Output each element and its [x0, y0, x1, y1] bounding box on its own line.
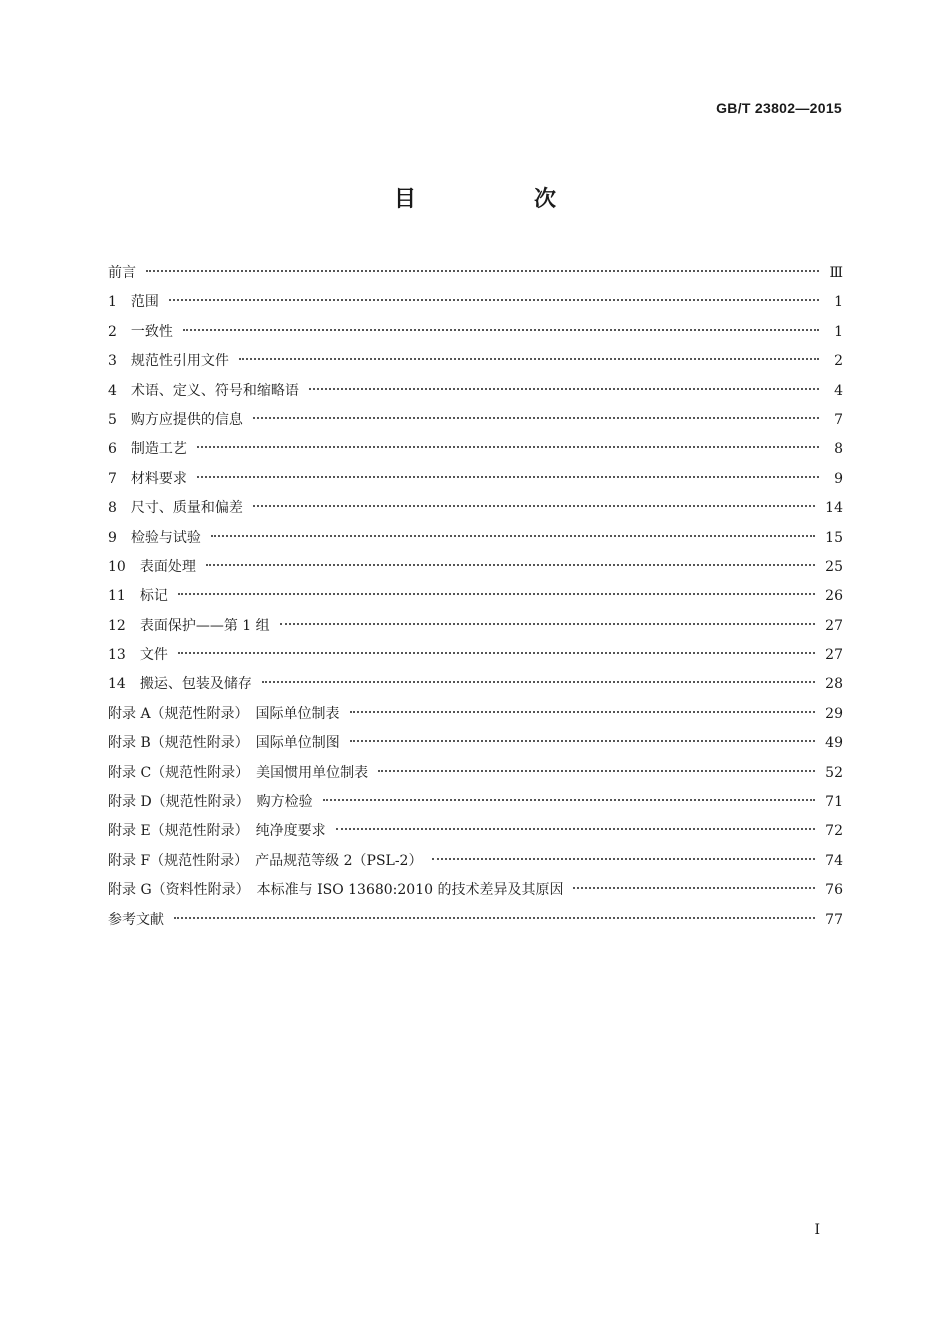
toc-entry[interactable]	[108, 757, 843, 786]
toc-dot-leader	[323, 783, 815, 801]
toc-entry[interactable]	[108, 551, 843, 580]
table-of-contents	[108, 257, 843, 933]
toc-entry-label: 附录 F（规范性附录） 产品规范等级 2（PSL-2）	[108, 852, 423, 869]
toc-entry-label: 13 文件	[108, 647, 168, 664]
toc-entry-label: 附录 B（规范性附录） 国际单位制图	[108, 735, 340, 752]
toc-entry-page: 52	[825, 764, 843, 781]
toc-entry[interactable]	[108, 345, 843, 374]
toc-entry[interactable]	[108, 610, 843, 639]
toc-entry-label: 附录 A（规范性附录） 国际单位制表	[108, 705, 340, 722]
toc-entry-page: 49	[825, 735, 843, 752]
toc-entry-label: 14 搬运、包装及储存	[108, 676, 252, 693]
toc-dot-leader	[262, 665, 815, 683]
toc-entry-label: 前言	[108, 265, 136, 281]
toc-dot-leader	[197, 460, 819, 478]
toc-entry[interactable]	[108, 433, 843, 462]
toc-entry[interactable]	[108, 375, 843, 404]
toc-dot-leader	[253, 401, 819, 419]
toc-entry[interactable]	[108, 727, 843, 756]
toc-dot-leader	[280, 607, 816, 625]
toc-entry-page: 14	[825, 500, 843, 517]
toc-entry-page: 29	[825, 705, 843, 722]
toc-entry-page: 2	[834, 353, 843, 370]
toc-entry[interactable]	[108, 316, 843, 345]
toc-entry-label: 12 表面保护——第 1 组	[108, 617, 270, 634]
toc-dot-leader	[378, 754, 815, 772]
toc-entry[interactable]	[108, 668, 843, 697]
toc-entry-page: 1	[834, 294, 843, 311]
toc-entry-label: 3 规范性引用文件	[108, 353, 229, 370]
toc-dot-leader	[174, 901, 815, 919]
page-title: 目 次	[393, 187, 604, 212]
toc-entry-label: 8 尺寸、质量和偏差	[108, 500, 243, 517]
toc-dot-leader	[178, 577, 815, 595]
toc-entry-page: 28	[825, 676, 843, 693]
toc-entry-label: 2 一致性	[108, 323, 173, 340]
toc-entry-page: 72	[825, 823, 843, 840]
toc-entry[interactable]	[108, 698, 843, 727]
toc-entry[interactable]	[108, 845, 843, 874]
toc-entry-label: 9 检验与试验	[108, 529, 201, 546]
toc-entry-page: 1	[834, 323, 843, 340]
toc-dot-leader	[197, 430, 819, 448]
toc-entry[interactable]	[108, 404, 843, 433]
toc-entry-label: 附录 E（规范性附录） 纯净度要求	[108, 823, 326, 840]
toc-dot-leader	[336, 812, 816, 830]
toc-entry-label: 10 表面处理	[108, 558, 196, 575]
toc-entry-page: 76	[825, 882, 843, 899]
toc-entry-label: 4 术语、定义、符号和缩略语	[108, 382, 299, 399]
toc-entry-page: 8	[834, 441, 843, 458]
toc-entry[interactable]	[108, 522, 843, 551]
toc-entry[interactable]	[108, 874, 843, 903]
toc-entry-page: 27	[825, 647, 843, 664]
toc-entry-page: 74	[825, 852, 843, 869]
standard-code: GB/T 23802—2015	[716, 100, 842, 116]
toc-dot-leader	[211, 519, 815, 537]
page-number: I	[814, 1222, 820, 1238]
toc-entry-page: 77	[825, 911, 843, 928]
toc-entry[interactable]	[108, 786, 843, 815]
toc-entry-label: 6 制造工艺	[108, 441, 187, 458]
toc-entry-label: 附录 D（规范性附录） 购方检验	[108, 794, 313, 811]
toc-entry-label: 7 材料要求	[108, 470, 187, 487]
toc-entry-label: 5 购方应提供的信息	[108, 411, 243, 428]
toc-entry-page: 27	[825, 617, 843, 634]
toc-dot-leader	[206, 548, 815, 566]
toc-dot-leader	[350, 695, 816, 713]
toc-entry[interactable]	[108, 492, 843, 521]
toc-entry-page: 26	[825, 588, 843, 605]
toc-entry-label: 1 范围	[108, 294, 159, 311]
toc-entry-page: 7	[834, 411, 843, 428]
toc-entry-page: 25	[825, 558, 843, 575]
toc-entry-page: 71	[825, 794, 843, 811]
toc-dot-leader	[253, 489, 815, 507]
toc-entry-label: 附录 C（规范性附录） 美国惯用单位制表	[108, 764, 369, 781]
toc-entry-page: 4	[834, 382, 843, 399]
toc-entry-page: Ⅲ	[829, 265, 843, 281]
toc-dot-leader	[178, 636, 815, 654]
toc-dot-leader	[573, 871, 815, 889]
toc-entry-label: 11 标记	[108, 588, 168, 605]
toc-entry[interactable]	[108, 639, 843, 668]
toc-dot-leader	[239, 342, 819, 360]
toc-dot-leader	[183, 313, 819, 331]
toc-entry-page: 9	[834, 470, 843, 487]
toc-entry-page: 15	[825, 529, 843, 546]
toc-dot-leader	[309, 372, 819, 390]
toc-entry-label: 附录 G（资料性附录） 本标准与 ISO 13680:2010 的技术差异及其原因	[108, 882, 564, 899]
toc-entry[interactable]	[108, 286, 843, 315]
toc-dot-leader	[432, 842, 815, 860]
toc-dot-leader	[146, 254, 819, 272]
toc-entry[interactable]	[108, 580, 843, 609]
toc-entry[interactable]	[108, 257, 843, 286]
toc-entry[interactable]	[108, 815, 843, 844]
toc-entry[interactable]	[108, 463, 843, 492]
toc-entry-label: 参考文献	[108, 911, 164, 928]
toc-dot-leader	[169, 283, 819, 301]
toc-dot-leader	[350, 724, 815, 742]
toc-entry[interactable]	[108, 904, 843, 933]
